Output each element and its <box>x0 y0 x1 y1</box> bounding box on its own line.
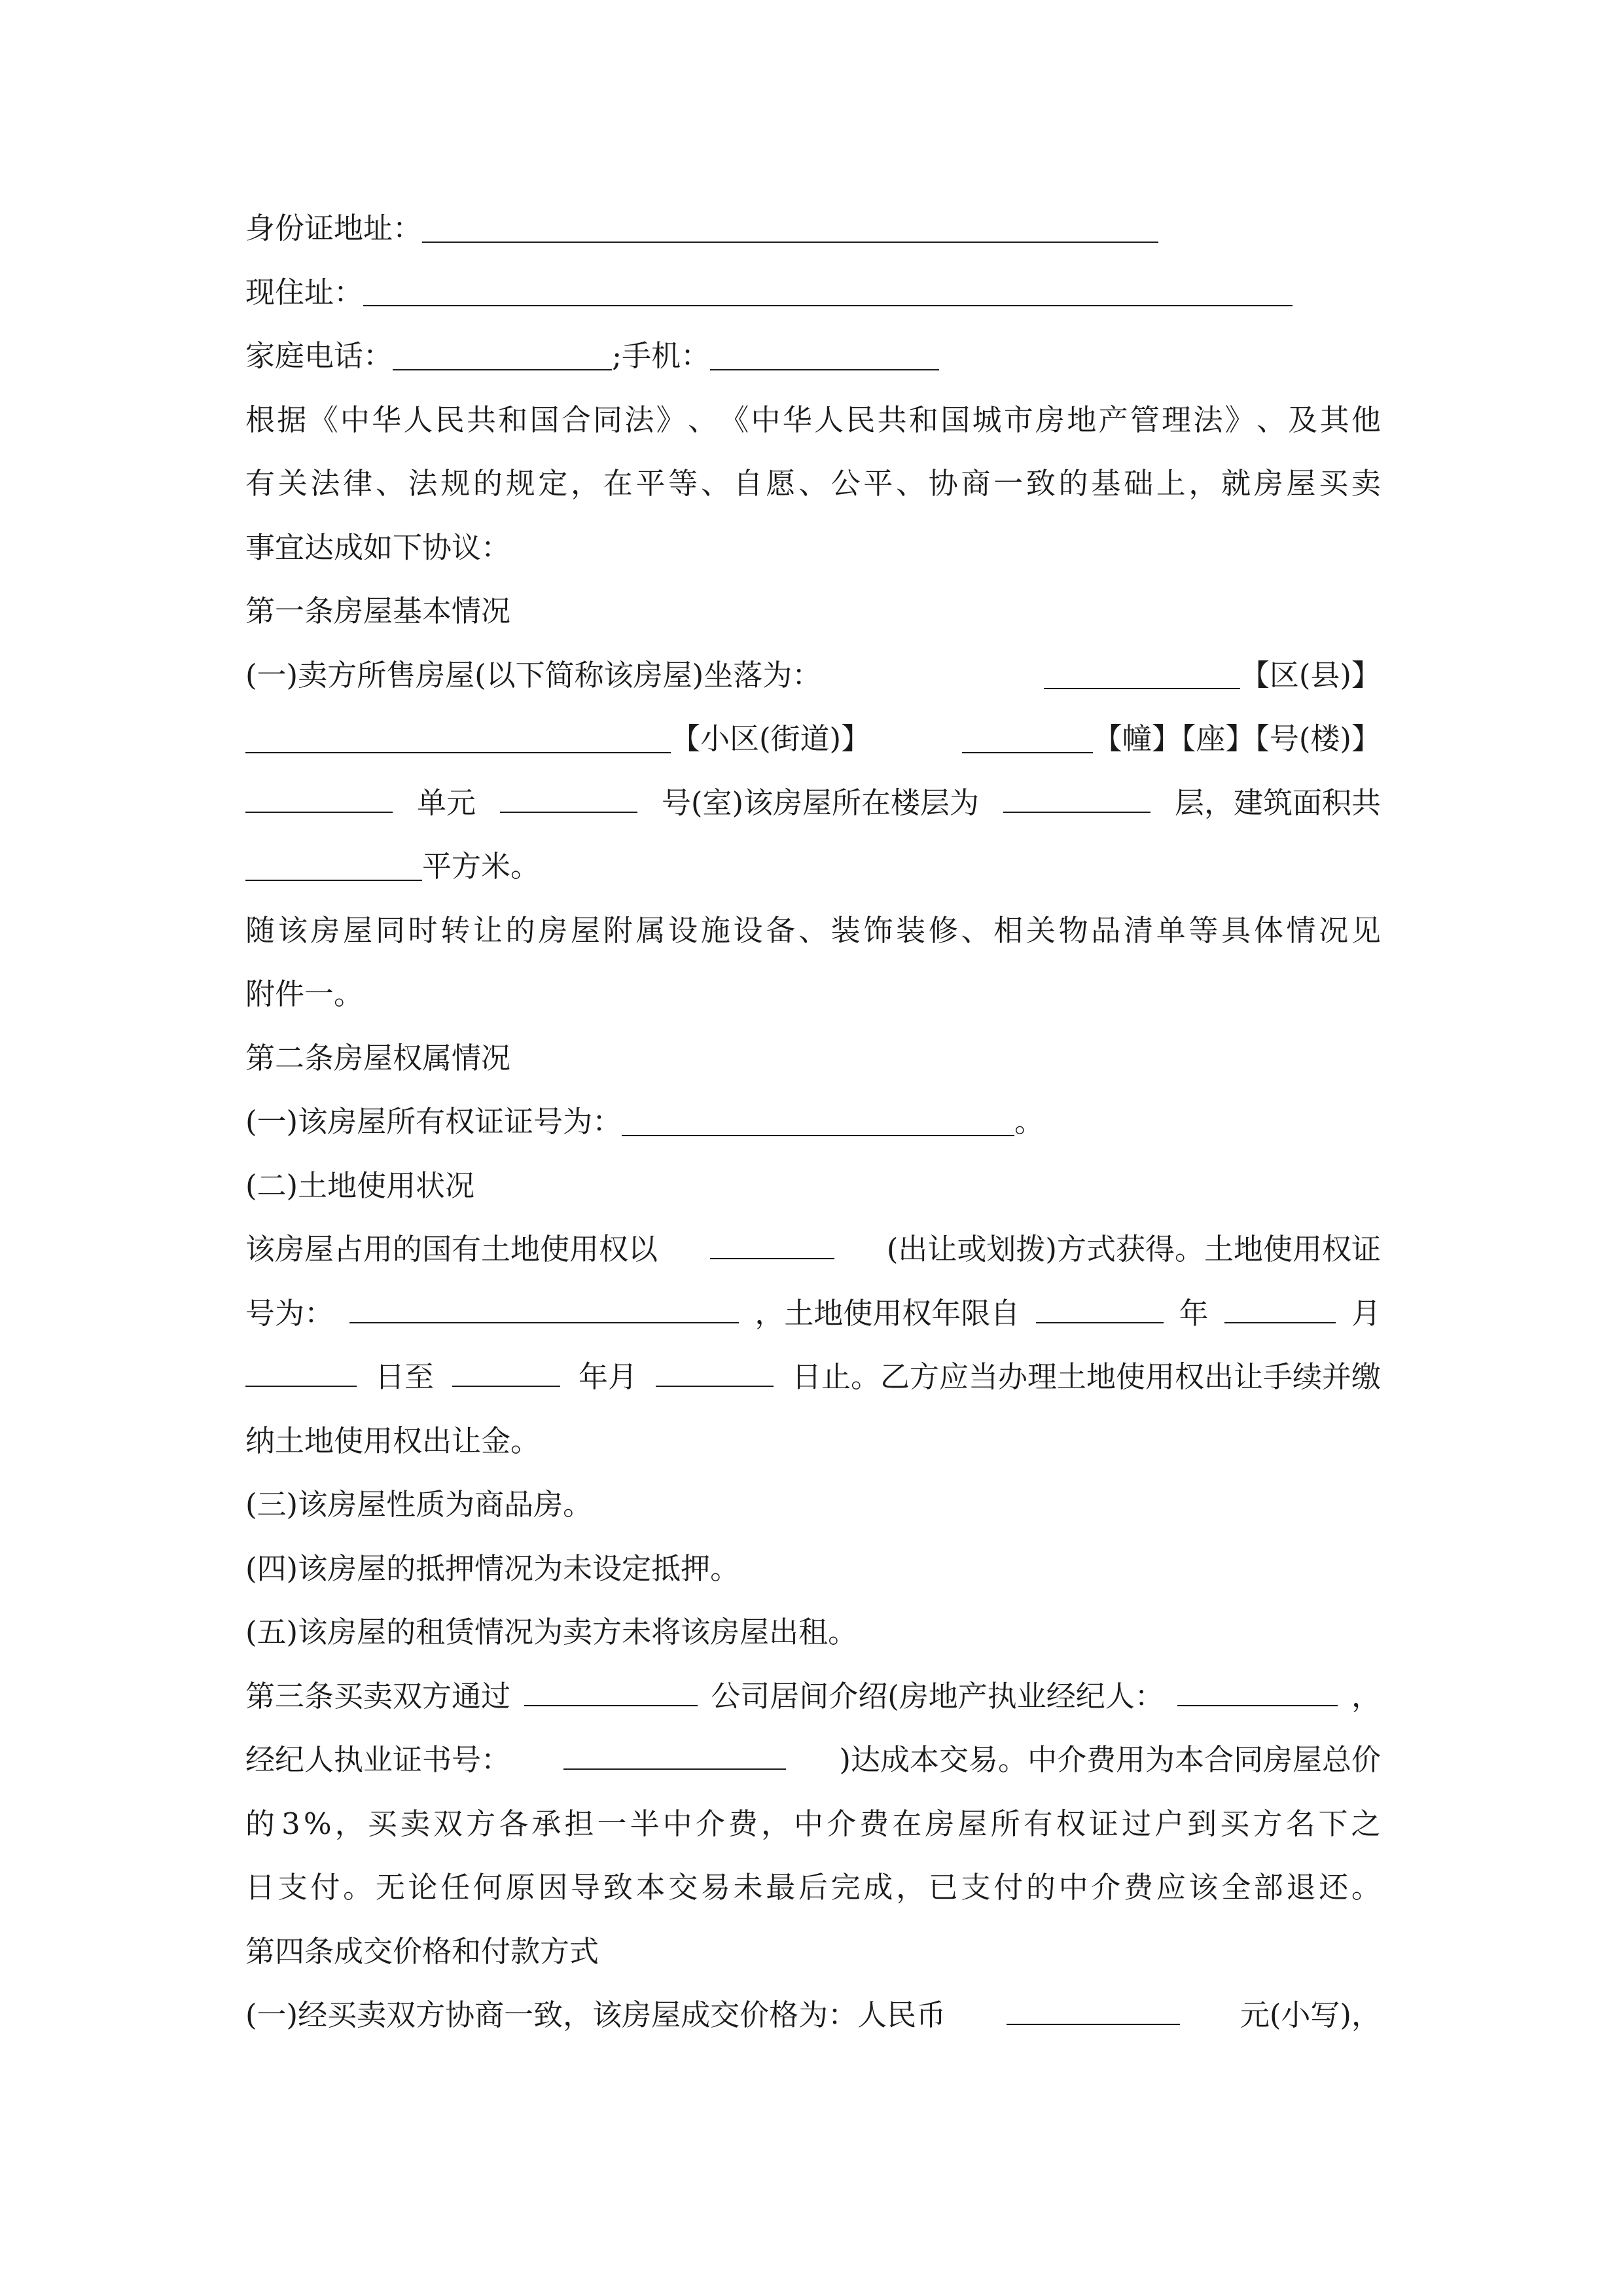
article-2-title: 第二条房屋权属情况 <box>245 1040 511 1075</box>
land-use-text-1b: (出让或划拨)方式获得。土地使用权证 <box>886 1232 1381 1266</box>
district-blank[interactable] <box>1044 658 1240 689</box>
end-day-blank[interactable] <box>656 1356 774 1387</box>
price-unit-label: 元(小写)， <box>1240 1998 1381 2032</box>
agent-license-blank[interactable] <box>563 1739 786 1770</box>
article-4-line-1 <box>245 1983 1381 2047</box>
mobile-blank[interactable] <box>710 340 939 370</box>
floor-label: 层，建筑面积共 <box>1174 785 1381 820</box>
area-label: 平方米。 <box>422 849 541 884</box>
current-address-label: 现住址： <box>245 274 364 310</box>
property-nature-line: (三)该房屋性质为商品房。 <box>245 1487 593 1522</box>
article-3-text-1a: 第三条买卖双方通过 <box>245 1678 511 1713</box>
area-blank[interactable] <box>245 850 422 881</box>
building-blank[interactable] <box>962 723 1093 753</box>
land-use-heading: (二)土地使用状况 <box>245 1168 475 1203</box>
article-1-attachment-line-1: 随 该 房 屋 同 时 转 让 的 房 屋 附 属 设 施 设 备 、 装 饰 装 修 、 相 关 物 品 清 单 等 具 体 情 况 见 <box>245 912 1381 948</box>
phone-line <box>245 324 1381 388</box>
room-blank[interactable] <box>500 782 637 813</box>
land-use-line-2 <box>245 1282 1381 1346</box>
land-cert-label: 号为： <box>245 1295 334 1331</box>
location-label: (一)卖方所售房屋(以下简称该房屋)坐落为： <box>245 657 822 692</box>
unit-label: 单元 <box>416 785 476 820</box>
land-use-line-3 <box>245 1345 1381 1409</box>
land-use-text-1a: 该房屋占用的国有土地使用权以 <box>245 1232 658 1266</box>
land-acquire-blank[interactable] <box>710 1229 834 1259</box>
article-3-line-3: 的 3 % ， 买 卖 双 方 各 承 担 一 半 中 介 费 ， 中 介 费 在 房 屋 所 有 权 证 过 户 到 买 方 名 下 之 <box>245 1806 1381 1841</box>
agent-name-blank[interactable] <box>1177 1676 1338 1706</box>
article-1-location-line-1 <box>245 643 1381 708</box>
mortgage-line: (四)该房屋的抵押情况为未设定抵押。 <box>245 1551 740 1586</box>
start-year-blank[interactable] <box>1036 1293 1164 1323</box>
unit-blank[interactable] <box>245 782 393 813</box>
home-phone-label: 家庭电话： <box>245 338 393 373</box>
community-blank[interactable] <box>245 723 671 753</box>
article-3-text-1b: 公司居间介绍(房地产执业经纪人： <box>711 1678 1164 1713</box>
land-use-text-3c: 日止。乙方应当办理土地使用权出让手续并缴 <box>791 1359 1381 1394</box>
preamble-line-3 <box>245 516 1381 580</box>
article-1-location-line-3 <box>245 771 1381 835</box>
current-address-blank[interactable] <box>363 276 1293 306</box>
id-address-label: 身份证地址： <box>245 211 423 245</box>
article-3-text-2b: )达成本交易。中介费用为本合同房屋总价 <box>839 1742 1381 1777</box>
land-term-label: ，土地使用权年限自 <box>755 1295 1020 1331</box>
ownership-cert-line <box>245 1090 1381 1154</box>
mobile-label: ;手机： <box>612 338 711 373</box>
home-phone-blank[interactable] <box>393 340 612 370</box>
article-3-line-2 <box>245 1728 1381 1792</box>
ownership-cert-label: (一)该房屋所有权证证号为： <box>245 1104 622 1139</box>
article-3-line-1 <box>245 1664 1381 1729</box>
id-address-line <box>245 196 1381 260</box>
year-month-label: 年月 <box>578 1359 637 1394</box>
article-3-text-1c: ， <box>1351 1678 1381 1713</box>
start-month-blank[interactable] <box>1224 1293 1336 1323</box>
contract-page <box>245 196 1381 2047</box>
price-label: (一)经买卖双方协商一致，该房屋成交价格为：人民币 <box>245 1998 946 2032</box>
preamble-line-1: 根 据 《 中 华 人 民 共 和 国 合 同 法 》 、 《 中 华 人 民 共 和 国 城 市 房 地 产 管 理 法 》 、 及 其 他 <box>245 402 1381 437</box>
ownership-cert-end: 。 <box>1014 1104 1044 1139</box>
building-label: 【幢】【座】【号(楼)】 <box>1092 721 1381 756</box>
start-day-blank[interactable] <box>245 1356 357 1387</box>
floor-blank[interactable] <box>1003 782 1150 813</box>
article-1-location-line-2 <box>245 707 1381 771</box>
price-blank[interactable] <box>1007 1994 1180 2025</box>
agency-blank[interactable] <box>524 1676 698 1706</box>
month-label: 月 <box>1351 1295 1381 1331</box>
agent-license-label: 经纪人执业证书号： <box>245 1742 511 1777</box>
article-3-line-4: 日 支 付 。 无 论 任 何 原 因 导 致 本 交 易 未 最 后 完 成 ， 已 支 付 的 中 介 费 应 该 全 部 退 还 。 <box>245 1870 1381 1905</box>
preamble-line-2: 有 关 法 律 、 法 规 的 规 定 ， 在 平 等 、 自 愿 、 公 平 、 协 商 一 致 的 基 础 上 ， 就 房 屋 买 卖 <box>245 466 1381 501</box>
room-label: 号(室)该房屋所在楼层为 <box>661 785 980 820</box>
land-cert-blank[interactable] <box>349 1293 739 1323</box>
day-to-label: 日至 <box>374 1359 434 1394</box>
land-use-line-1 <box>245 1217 1381 1282</box>
article-4-title: 第四条成交价格和付款方式 <box>245 1933 599 1969</box>
year-label: 年 <box>1179 1295 1209 1331</box>
id-address-blank[interactable] <box>422 212 1158 243</box>
community-label: 【小区(街道)】 <box>671 721 871 756</box>
land-use-line-4: 纳土地使用权出让金。 <box>245 1423 541 1458</box>
article-1-attachment-line-2: 附件一。 <box>245 977 364 1011</box>
lease-line: (五)该房屋的租赁情况为卖方未将该房屋出租。 <box>245 1615 858 1649</box>
ownership-cert-blank[interactable] <box>622 1105 1014 1136</box>
article-1-area-line <box>245 834 1381 899</box>
current-address-line <box>245 260 1381 325</box>
district-label: 【区(县)】 <box>1240 657 1381 692</box>
article-1-title: 第一条房屋基本情况 <box>245 594 511 628</box>
preamble-text-3: 事宜达成如下协议： <box>245 529 511 565</box>
end-year-blank[interactable] <box>452 1356 560 1387</box>
